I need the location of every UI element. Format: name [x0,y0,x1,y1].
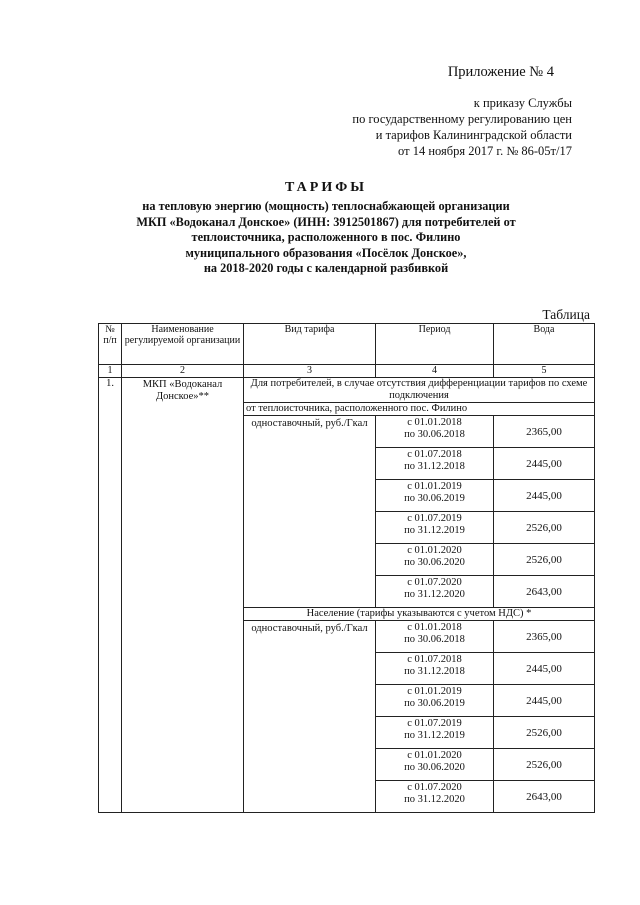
header-period: Период [376,324,494,365]
col-number: 2 [122,365,244,378]
period-cell [376,480,494,512]
col-number: 3 [244,365,376,378]
tariff-value: 2526,00 [494,749,595,781]
period-to: по 30.06.2018 [404,633,465,645]
period-from: с 01.07.2019 [407,718,462,729]
title-main: ТАРИФЫ [285,180,367,195]
col-number: 4 [376,365,494,378]
period-from: с 01.01.2020 [407,750,462,761]
period-to: по 31.12.2020 [404,588,465,600]
period-from: с 01.07.2020 [407,782,462,793]
period-cell [376,653,494,685]
col-number: 1 [99,365,122,378]
tariff-value: 2526,00 [494,717,595,749]
tariff-value: 2445,00 [494,448,595,480]
header-org: Наименование регулируемой организации [122,324,244,365]
appendix-line: от 14 ноября 2017 г. № 86-05т/17 [398,144,572,158]
period-to: по 30.06.2018 [404,428,465,440]
period-to: по 31.12.2020 [404,793,465,805]
period-from: с 01.01.2019 [407,686,462,697]
appendix-title: Приложение № 4 [447,64,554,80]
period-from: с 01.07.2018 [407,449,462,460]
period-from: с 01.01.2020 [407,545,462,556]
title-line: на 2018-2020 годы с календарной разбивкой [203,261,449,275]
period-cell [376,416,494,448]
appendix-block [352,64,572,159]
tariff-value: 2643,00 [494,781,595,813]
period-to: по 30.06.2020 [404,556,465,568]
title-line: МКП «Водоканал Донское» (ИНН: 3912501867) для потребителей от [136,214,516,229]
period-to: по 31.12.2019 [404,524,465,536]
tariff-table [98,323,595,813]
tariff-value: 2445,00 [494,685,595,717]
section1-location: от теплоисточника, расположенного пос. Филино [244,403,595,416]
period-to: по 30.06.2019 [404,492,465,504]
period-to: по 31.12.2019 [404,729,465,741]
column-number-row [99,365,595,378]
header-no: № п/п [99,324,122,365]
period-cell [376,576,494,608]
period-from: с 01.07.2018 [407,654,462,665]
table-label: Таблица [542,307,590,322]
header-type: Вид тарифа [244,324,376,365]
section2-title: Население (тарифы указываются с учетом НДС) * [244,608,595,621]
period-to: по 31.12.2018 [404,665,465,677]
appendix-line: к приказу Службы [473,96,572,110]
tariff-value: 2445,00 [494,480,595,512]
col-number: 5 [494,365,595,378]
period-cell [376,544,494,576]
table-header-row [99,324,595,365]
period-cell [376,512,494,544]
section1-title: Для потребителей, в случае отсутствия дифференциации тарифов по схеме подключения [244,378,595,403]
period-to: по 30.06.2020 [404,761,465,773]
row-number: 1. [99,378,122,813]
title-line: теплоисточника, расположенного в пос. Филино [191,230,461,244]
period-to: по 30.06.2019 [404,697,465,709]
period-from: с 01.01.2019 [407,481,462,492]
period-cell [376,781,494,813]
organization-name: МКП «Водоканал Донское»** [122,378,244,813]
header-water: Вода [494,324,595,365]
period-cell [376,717,494,749]
period-cell [376,749,494,781]
section-title-row [99,378,595,403]
tariff-value: 2365,00 [494,416,595,448]
tariff-value: 2526,00 [494,544,595,576]
section1-tariff-type: одноставочный, руб./Гкал [244,416,376,608]
period-cell [376,685,494,717]
period-from: с 01.07.2019 [407,513,462,524]
period-from: с 01.07.2020 [407,577,462,588]
appendix-line: и тарифов Калининградской области [375,128,572,142]
appendix-line: по государственному регулированию цен [352,112,572,126]
period-cell [376,621,494,653]
section2-tariff-type: одноставочный, руб./Гкал [244,621,376,813]
tariff-value: 2445,00 [494,653,595,685]
title-line: муниципального образования «Посёлок Донское», [185,245,467,260]
tariff-value: 2365,00 [494,621,595,653]
tariff-value: 2526,00 [494,512,595,544]
document-title [96,180,556,277]
period-cell [376,448,494,480]
title-line: на тепловую энергию (мощность) теплоснабжающей организации [142,199,510,213]
period-to: по 31.12.2018 [404,460,465,472]
tariff-value: 2643,00 [494,576,595,608]
period-from: с 01.01.2018 [407,417,462,428]
period-from: с 01.01.2018 [407,622,462,633]
